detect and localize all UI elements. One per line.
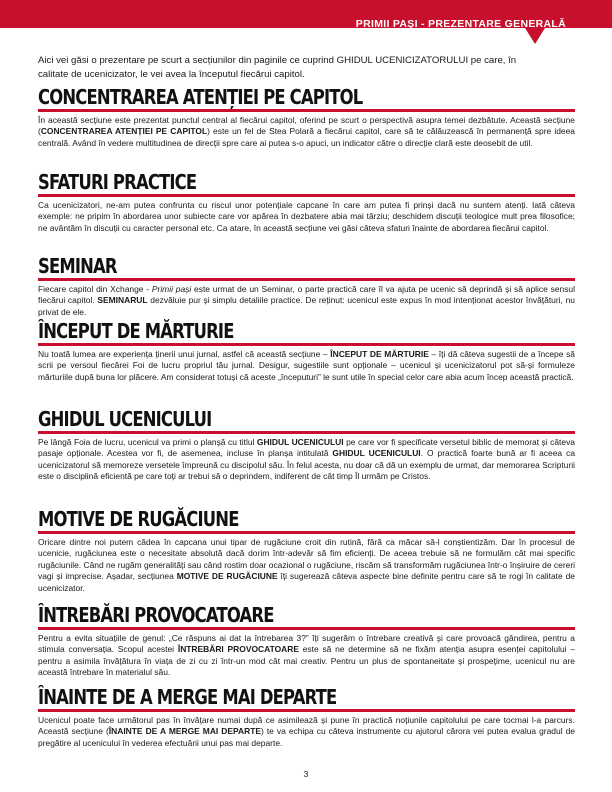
section-title: MOTIVE DE RUGĂCIUNE [38,507,239,531]
section-divider [38,531,575,534]
section-body: În această secțiune este prezentat punctul central al fiecărui capitol, oferind pe scurt o perspectivă asupra temei dezbătute. Această secțiune (CONCENTRAREA ATENȚIEI PE CAPITOL) este un fel de Stea Polară a fiecărui capitol, care să te călăuzească în permanență spre ideea centrală. Având în vedere multitudinea de direcții spre care ai putea s-o apuci, un indicator către o direcție clară este deosebit de util. [38,115,575,148]
section-before-moving-on [38,686,575,749]
section-title: ÎNCEPUT DE MĂRTURIE [38,319,234,343]
intro-text: Aici vei găsi o prezentare pe scurt a secțiunilor din paginile ce cuprind GHIDUL UCENICIZATORULUI pe care, în calitate de ucenicizator, le vei avea la începutul fiecărui capitol. [38,55,517,80]
section-divider [38,709,575,712]
section-divider [38,627,575,630]
section-focus [38,86,575,149]
section-divider [38,431,575,434]
section-prayer-reasons [38,508,575,594]
header-banner [0,0,612,45]
section-title: SEMINAR [38,254,117,278]
section-divider [38,343,575,346]
section-title: ÎNAINTE DE A MERGE MAI DEPARTE [38,685,337,709]
section-title: CONCENTRAREA ATENȚIEI PE CAPITOL [38,85,363,109]
section-disciple-guide [38,408,575,483]
section-testimony-start [38,320,575,383]
section-body: Fiecare capitol din Xchange - Primii pași este urmat de un Seminar, o parte practică care îl va ajuta pe ucenic să deprindă și să aplice sensul fiecărui capitol. SEMINARUL dezvăluie pur și simplu detaliile practice. De reținut: ucenicul este expus în mod intenționat acestor învățături, nu privat de ele. [38,284,575,317]
section-body: Nu toată lumea are experiența ținerii unui jurnal, astfel că această secțiune – ÎNCEPUT DE MĂRTURIE – îți dă câteva sugestii de a începe să scrii pe versoul fiecărei Foi de lucru propriul tău jurnal. Desigur, sugestiile sunt opționale – ucenicul și ucenicizatorul pot să-și formuleze mărturiile după buna lor plăcere. Am considerat totuși că aceste „începuturi” le sunt utile în special celor care abia acum încep această practică. [38,349,575,382]
section-body: Ucenicul poate face următorul pas în învățare numai după ce asimilează și pune în practică noțiunile capitolului pe care tocmai l-a parcurs. Această secțiune (ÎNAINTE DE A MERGE MAI DEPARTE) te va echipa cu câteva instrumente cu ajutorul cărora vei putea evalua gradul de pregătire al ucenicului în vederea efectuării unui pas mai departe. [38,715,575,748]
section-divider [38,109,575,112]
page-number: 3 [303,769,309,779]
section-seminar [38,255,575,318]
section-divider [38,278,575,281]
section-title: GHIDUL UCENICULUI [38,407,212,431]
section-body: Pentru a evita situațiile de genul: „Ce răspuns ai dat la întrebarea 3?” îți sugerăm o întrebare creativă și care provoacă gândirea, pentru a stimula conversația. Scopul acestei ÎNTREBĂRI PROVOCATOARE este să ne determine să ne fixăm atenția asupra esenței capitolului – pentru a asimila învățătura în viața de zi cu zi într-un mod cât mai creativ. Pentru un plus de spontaneitate și prospețime, ucenicul nu are această întrebare în materialul său. [38,633,575,678]
banner-label: PRIMII PAȘI - PREZENTARE GENERALĂ [355,18,566,30]
section-title: ÎNTREBĂRI PROVOCATOARE [38,603,274,627]
section-title: SFATURI PRACTICE [38,170,197,194]
section-provocative-questions [38,604,575,679]
section-body: Oricare dintre noi putem cădea în capcana unui tipar de rugăciune croit din rutină, fără ca măcar să-l conștientizăm. Dar în procesul de ucenicie, rugăciunea este o necesitate absolută dacă dorim într-adevăr să fim eficienți. De aceea trebuie să ne formulăm cât mai specific rugăciunile. Când ne rugăm generalități sau când rostim doar ocazional o rugăciune, riscăm să transformăm rugăciunea într-o înșiruire de cereri vagi și imprecise. Așadar, secțiunea MOTIVE DE RUGĂCIUNE îți sugerează câteva aspecte bine definite pentru care să te rogi în calitate de ucenicizator. [38,537,575,593]
section-body: Ca ucenicizatori, ne-am putea confrunta cu riscul unor potențiale capcane în care am putea fi prinși dacă nu suntem atenți. Iată câteva exemple: ne pripim în abordarea unor subiecte care vor apărea în dezbatere abia mai târziu; deschidem discuții teologice mult prea filosofice; ne avântăm în discuții cu caracter personal etc. Ca atare, în această secțiune vei găsi câteva sfaturi înainte de abordarea fiecărui capitol. [38,200,575,233]
section-body: Pe lângă Foia de lucru, ucenicul va primi o planșă cu titlul GHIDUL UCENICULUI pe care vor fi specificate versetul biblic de memorat și câteva pasaje opționale. Acestea vor fi, de asemenea, incluse în planșa intitulată GHIDUL UCENICULUI. O practică foarte bună ar fi aceea ca ucenicizatorul să memoreze versetele împreună cu discipolul său. În felul acesta, nu doar că dă un exemplu de urmat, dar memorarea Scripturii este o disciplină eficientă pe care toți ar trebui să o deprindem, indiferent de cât timp Îl urmăm pe Cristos. [38,437,576,482]
section-practical-tips [38,171,575,234]
section-divider [38,194,575,197]
